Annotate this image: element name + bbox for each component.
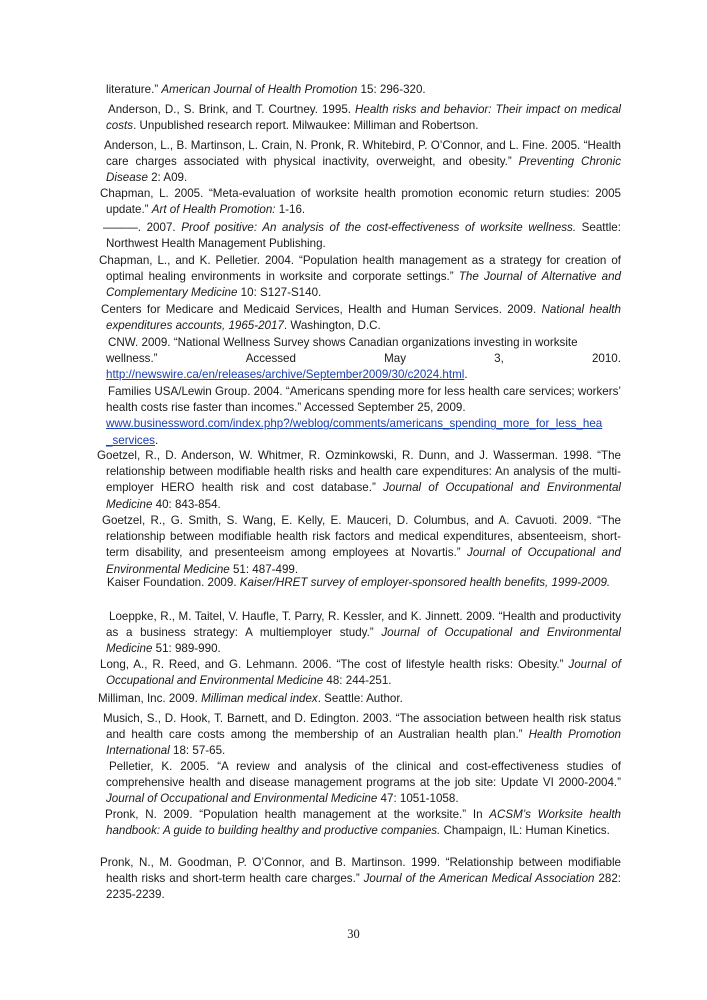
- page-number: 30: [347, 927, 360, 941]
- reference-text: Pelletier, K. 2005. “A review and analysis of the clinical and cost-effectiveness studies of comprehensive health and disease management programs at the job site: Update VI 2000-2004.”: [106, 760, 621, 790]
- reference-entry: [106, 759, 621, 808]
- reference-entry: [100, 855, 621, 904]
- reference-source: Journal of Occupational and Environmental Medicine: [106, 792, 378, 806]
- reference-text: Milliman, Inc. 2009.: [98, 692, 202, 705]
- reference-text: Anderson, L., B. Martinson, L. Crain, N. Pronk, R. Whitebird, P. O’Connor, and L. Fine. 2005. “Health care charges associated with physical inactivity, overweight, and obesity.”: [104, 139, 621, 169]
- reference-text: .: [464, 368, 468, 382]
- reference-text: Pronk, N., M. Goodman, P. O’Connor, and B. Martinson. 1999. “Relationship between modifiable health risks and short-term health care charges.”: [100, 856, 621, 886]
- reference-entry: [106, 807, 621, 839]
- reference-source: Journal of Occupational and Environmental Medicine: [106, 481, 621, 511]
- reference-text: literature.”: [106, 83, 162, 96]
- reference-source: ACSM’s Worksite health handbook: A guide to building healthy and productive companies.: [106, 808, 622, 838]
- reference-text: Kaiser Foundation. 2009.: [107, 576, 240, 589]
- reference-text: Goetzel, R., D. Anderson, W. Whitmer, R. Ozminkowski, R. Dunn, and J. Wasserman. 1998. “The relationship between modifiable health risks and health care expenditures: An analysis of the multi-employer HERO health risk and cost database.”: [97, 449, 621, 495]
- reference-text: Seattle: Northwest Health Management Publishing.: [106, 221, 621, 251]
- reference-text: Long, A., R. Reed, and G. Lehmann. 2006. “The cost of lifestyle health risks: Obesity.”: [100, 658, 569, 671]
- reference-text: 15: 296-320.: [357, 83, 426, 96]
- reference-text: 2: A09.: [147, 171, 188, 185]
- reference-entry: [101, 302, 621, 334]
- reference-entry: [106, 102, 621, 134]
- reference-text: Centers for Medicare and Medicaid Services, Health and Human Services. 2009.: [101, 303, 542, 316]
- reference-text: Chapman, L., and K. Pelletier. 2004. “Population health management as a strategy for creation of optimal healing environments in worksite and corporate settings.”: [99, 254, 621, 284]
- reference-source: Milliman medical index: [201, 692, 318, 705]
- reference-access-line: [106, 351, 621, 367]
- reference-text: CNW. 2009. “National Wellness Survey shows Canadian organizations investing in worksite: [108, 336, 578, 349]
- reference-link[interactable]: _services: [106, 433, 155, 447]
- reference-link[interactable]: http://newswire.ca/en/releases/archive/September2009/30/c2024.html: [106, 368, 465, 382]
- reference-text: 10: S127-S140.: [237, 286, 322, 300]
- reference-source: The Journal of Alternative and Complementary Medicine: [106, 270, 621, 300]
- reference-entry: [102, 513, 621, 578]
- reference-entry: [97, 448, 621, 513]
- reference-entry: [100, 186, 621, 218]
- reference-text: . Unpublished research report. Milwaukee: Milliman and Robertson.: [133, 119, 479, 133]
- reference-text: Loeppke, R., M. Taitel, V. Haufle, T. Parry, R. Kessler, and K. Jinnett. 2009. “Health and productivity as a business strategy: A multiemployer study.”: [106, 610, 621, 640]
- reference-source: Journal of Occupational and Environmental Medicine: [106, 626, 621, 656]
- reference-entry: [106, 609, 621, 658]
- reference-entry: [100, 657, 621, 689]
- reference-text: Pronk, N. 2009. “Population health management at the worksite.” In: [105, 808, 490, 821]
- reference-text: 282: 2235-2239.: [106, 872, 621, 902]
- reference-text: 1-16.: [275, 203, 306, 217]
- reference-text: 18: 57-65.: [169, 744, 226, 758]
- reference-entry: [106, 384, 621, 449]
- reference-text: .: [154, 433, 159, 447]
- reference-link[interactable]: www.businessword.com/index.php?/weblog/comments/americans_spending_more_for_less_hea: [106, 417, 603, 431]
- reference-text: . Washington, D.C.: [283, 319, 381, 333]
- reference-source: Art of Health Promotion:: [151, 203, 276, 217]
- reference-text: . Seattle: Author.: [317, 692, 403, 705]
- reference-source: American Journal of Health Promotion: [161, 83, 358, 96]
- reference-entry: [106, 335, 621, 384]
- reference-text: Champaign, IL: Human Kinetics.: [440, 824, 610, 838]
- reference-source: Journal of the American Medical Association: [363, 872, 595, 886]
- reference-source: Journal of Occupational and Environmental Medicine: [106, 658, 621, 688]
- reference-word: Accessed: [245, 352, 296, 366]
- reference-source: Kaiser/HRET survey of employer-sponsored health benefits, 1999-2009.: [239, 576, 611, 589]
- reference-source: Health Promotion International: [106, 728, 621, 758]
- reference-entry: [106, 575, 621, 591]
- reference-entry: [103, 711, 621, 760]
- reference-text: 47: 1051-1058.: [377, 792, 459, 806]
- reference-text: 48: 244-251.: [323, 674, 392, 688]
- reference-text: Musich, S., D. Hook, T. Barnett, and D. Edington. 2003. “The association between health risk status and health care costs among the membership of an Australian health plan.”: [103, 712, 621, 742]
- reference-word: May: [384, 352, 406, 366]
- reference-source: Journal of Occupational and Environmental Medicine: [106, 546, 621, 576]
- reference-entry: [99, 253, 621, 302]
- reference-entry: [106, 82, 621, 98]
- reference-word: 2010.: [591, 352, 621, 366]
- reference-source: Preventing Chronic Disease: [106, 155, 621, 185]
- reference-entry: [106, 138, 621, 187]
- reference-source: National health expenditures accounts, 1965-2017: [106, 303, 621, 333]
- reference-source: Health risks and behavior: Their impact on medical costs: [106, 103, 621, 133]
- reference-text: Families USA/Lewin Group. 2004. “Americans spending more for less health care services; workers’ health costs rise faster than incomes.” Accessed September 25, 2009.: [106, 385, 621, 415]
- reference-word: wellness.”: [106, 352, 158, 366]
- reference-text: 51: 487-499.: [229, 562, 299, 576]
- reference-entry: [98, 691, 621, 707]
- reference-entry: [103, 220, 621, 252]
- reference-text: 51: 989-990.: [152, 642, 221, 656]
- reference-source: Proof positive: An analysis of the cost-effectiveness of worksite wellness.: [181, 221, 577, 234]
- reference-text: 40: 843-854.: [152, 497, 221, 511]
- reference-word: 3,: [494, 352, 504, 366]
- reference-text: Chapman, L. 2005. “Meta-evaluation of worksite health promotion economic return studies: 2005 update.”: [100, 187, 621, 217]
- reference-text: ———. 2007.: [103, 221, 182, 234]
- reference-text: Goetzel, R., G. Smith, S. Wang, E. Kelly, E. Mauceri, D. Columbus, and A. Cavuoti. 2009. “The relationship between modifiable health risk factors and medical expenditures, absenteeism, short-term disability, and presenteeism among employees at Novartis.”: [102, 514, 621, 560]
- reference-text: Anderson, D., S. Brink, and T. Courtney. 1995.: [108, 103, 356, 116]
